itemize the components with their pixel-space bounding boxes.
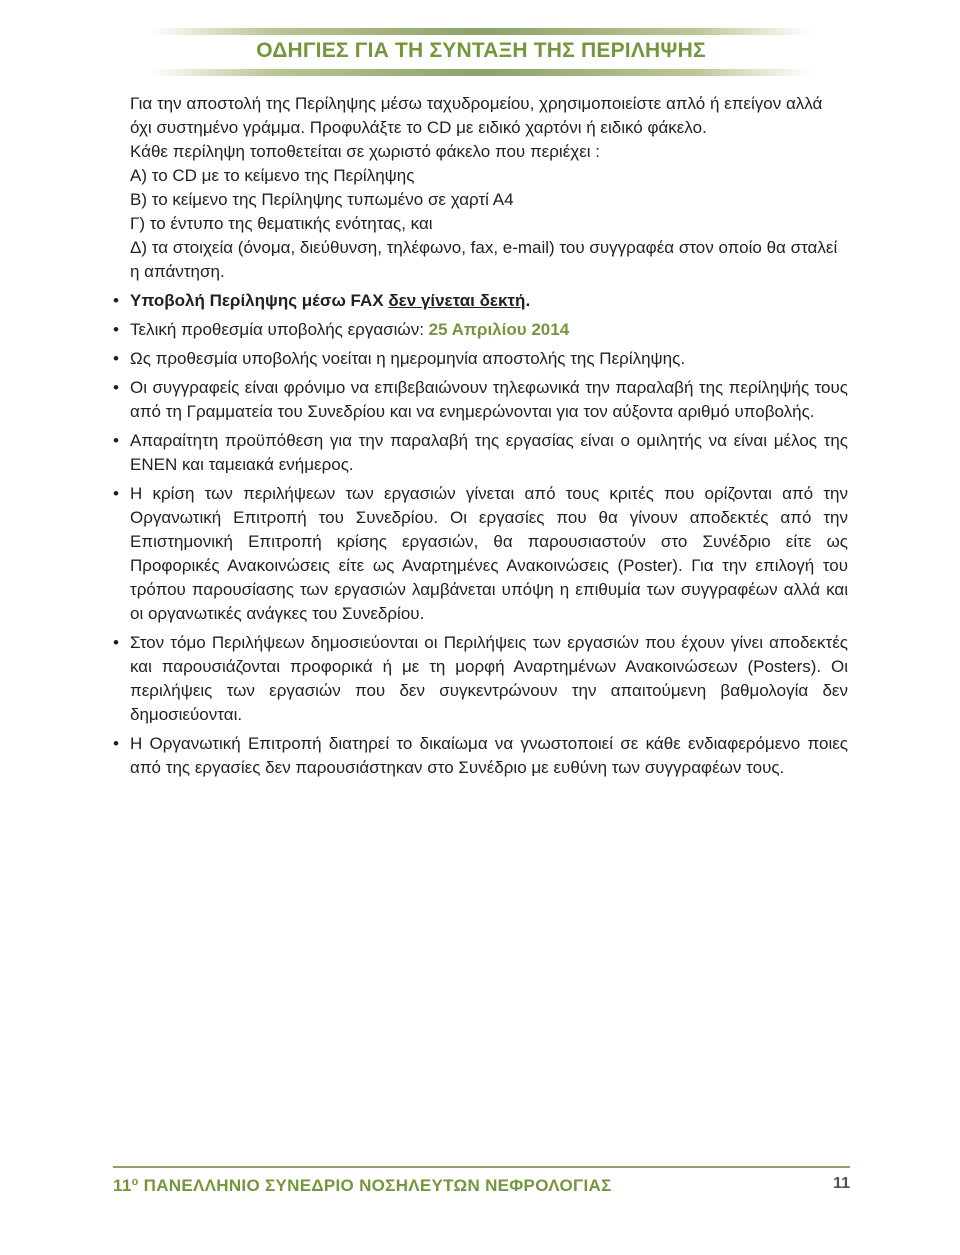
header-bottom-band [150,69,812,76]
header-top-band [150,28,812,35]
fax-underlined-text: δεν γίνεται δεκτή [388,291,526,310]
intro-mail-paragraph: Για την αποστολή της Περίληψης μέσω ταχυδρομείου, χρησιμοποιείστε απλό ή επείγον αλλά όχι συστημένο γράμμα. Προφυλάξτε το CD με ειδικό χαρτόνι ή ειδικό φάκελο. [130,94,823,137]
fax-bold-text: Υποβολή Περίληψης μέσω FAX [130,291,389,310]
list-item-deadline-note: • Ως προθεσμία υποβολής νοείται η ημερομηνία αποστολής της Περίληψης. [110,347,848,371]
intro-item-d: Δ) τα στοιχεία (όνομα, διεύθυνση, τηλέφωνο, fax, e-mail) του συγγραφέα στον οποίο θα σταλεί η απάντηση. [130,238,838,281]
page-number: 11 [833,1175,850,1192]
footer-superscript: ο [131,1176,139,1188]
intro-item-c: Γ) το έντυπο της θεματικής ενότητας, και [130,214,433,233]
list-item-member: • Απαραίτητη προϋπόθεση για την παραλαβή της εργασίας είναι ο ομιλητής να είναι μέλος της ΕΝΕΝ και ταμειακά ενήμερος. [110,429,848,477]
footer-divider [113,1166,850,1168]
list-item-deadline [110,318,848,342]
list-item-review: • Η κρίση των περιλήψεων των εργασιών γίνεται από τους κριτές που ορίζονται από την Οργανωτική Επιτροπή του Συνεδρίου. Οι εργασίες που θα γίνουν αποδεκτές από την Επιστημονική Επιτροπή κρίσης εργασιών, θα παρουσιαστούν στο Συνέδριο είτε ως Προφορικές Ανακοινώσεις είτε ως Αναρτημένες Ανακοινώσεις (Poster). Για την επιλογή του τρόπου παρουσίασης των εργασιών λαμβάνεται υπόψη η επιθυμία των συγγραφέων αλλά και οι οργανωτικές ανάγκες του Συνεδρίου. [110,482,848,626]
intro-section [110,92,848,284]
deadline-label: Τελική προθεσμία υποβολής εργασιών: [130,320,429,339]
fax-end-text: . [525,291,531,310]
intro-item-a: Α) το CD με το κείμενο της Περίληψης [130,166,415,185]
footer-conference-number: 11 [113,1176,132,1195]
page-content [110,92,848,780]
footer-conference-name: ΠΑΝΕΛΛΗΝΙΟ ΣΥΝΕΔΡΙΟ ΝΟΣΗΛΕΥΤΩΝ ΝΕΦΡΟΛΟΓΙΑΣ [138,1176,612,1195]
list-item-confirm: • Οι συγγραφείς είναι φρόνιμο να επιβεβαιώνουν τηλεφωνικά την παραλαβή της περίληψής τους από τη Γραμματεία του Συνεδρίου και να ενημερώνονται για τον αύξοντα αριθμό υποβολής. [110,376,848,424]
instructions-list [110,289,848,780]
deadline-date: 25 Απριλίου 2014 [428,320,570,339]
page-header [150,28,812,78]
list-item-publish: • Στον τόμο Περιλήψεων δημοσιεύονται οι Περιλήψεις των εργασιών που έχουν γίνει αποδεκτές και παρουσιάζονται προφορικά ή με τη μορφή Αναρτημένων Ανακοινώσεων (Posters). Οι περιλήψεις των εργασιών που δεν συγκεντρώνουν την απαιτούμενη βαθμολογία δεν δημοσιεύονται. [110,631,848,727]
intro-envelope-line: Κάθε περίληψη τοποθετείται σε χωριστό φάκελο που περιέχει : [130,142,600,161]
page-title: ΟΔΗΓΙΕΣ ΓΙΑ ΤΗ ΣΥΝΤΑΞΗ ΤΗΣ ΠΕΡΙΛΗΨΗΣ [256,39,706,62]
footer-conference-title [113,1176,612,1196]
list-item-rights: • Η Οργανωτική Επιτροπή διατηρεί το δικαίωμα να γνωστοποιεί σε κάθε ενδιαφερόμενο ποιες από της εργασίες δεν παρουσιάστηκαν στο Συνέδριο με ευθύνη των συγγραφέων τους. [110,732,848,780]
intro-item-b: Β) το κείμενο της Περίληψης τυπωμένο σε χαρτί Α4 [130,190,514,209]
list-item-fax [110,289,848,313]
